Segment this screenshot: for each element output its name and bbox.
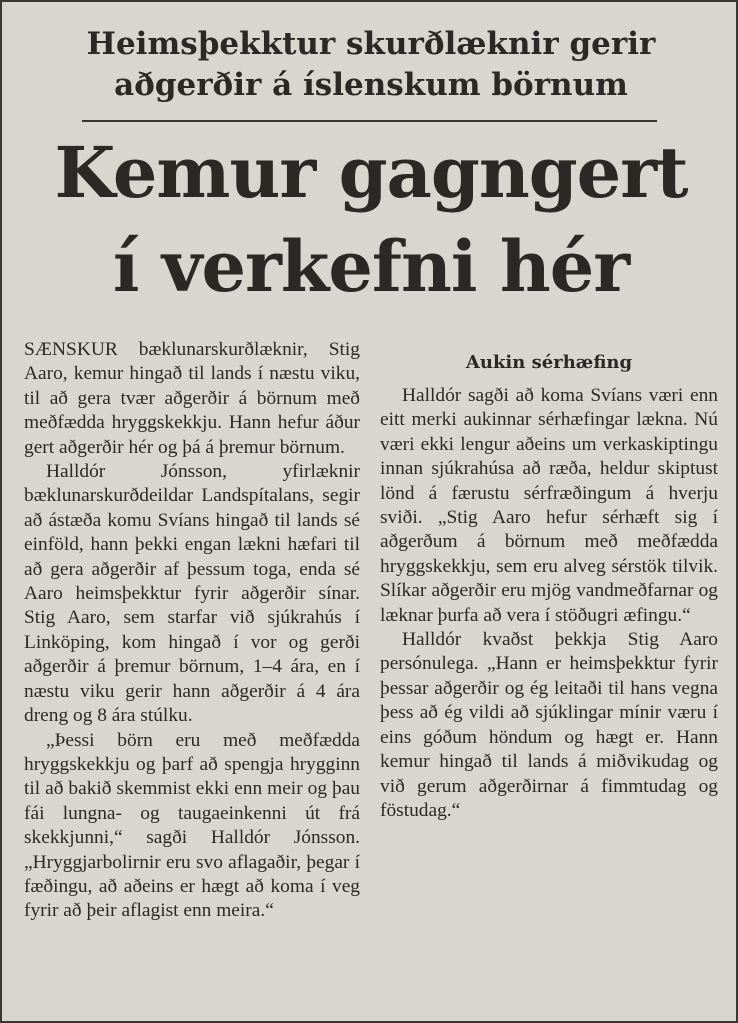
paragraph-5: Halldór kvaðst þekkja Stig Aaro persónulega. „Hann er heimsþekktur fyrir þessar aðgerðir og ég leitaði til hans vegna þess að ég vildi að sjúklingar mínir væru í eins góðum höndum og hægt er. Hann kemur hingað til lands á miðvikudag og við gerum aðgerðirnar á fimmtudag og föstudag.“: [380, 629, 718, 821]
headline-line-2: í verkefni hér: [112, 225, 630, 308]
paragraph-1: SÆNSKUR bæklunarskurðlæknir, Stig Aaro, kemur hingað til lands í næstu viku, til að gera tvær aðgerðir á börnum með meðfædda hryggskekkju. Hann hefur áður gert aðgerðir hér og þá á þremur börnum.: [24, 339, 360, 458]
kicker-headline: [38, 24, 704, 106]
main-headline: [8, 126, 734, 314]
article-column-right: [380, 338, 718, 823]
kicker-line-1: Heimsþekktur skurðlæknir gerir: [86, 26, 656, 62]
article-column-left: [24, 338, 360, 924]
headline-line-1: Kemur gagngert: [54, 131, 688, 214]
kicker-underline: [82, 120, 657, 122]
paragraph-4: Halldór sagði að koma Svíans væri enn eitt merki aukinnar sérhæfingar lækna. Nú væri ekki lengur aðeins um verkaskiptingu innan sjúkrahúsa að ræða, heldur skiptust lönd á færustu sérfræðingum á hverju sviði. „Stig Aaro hefur sérhæft sig í aðgerðum á börnum með meðfædda hryggskekkju, sem eru alveg sérstök tilvik. Slíkar aðgerðir eru mjög vandmeðfarnar og læknar þurfa að vera í stöðugri æfingu.“: [380, 385, 718, 626]
subheading: Aukin sérhæfing: [465, 352, 633, 373]
paragraph-3: „Þessi börn eru með meðfædda hryggskekkju og þarf að spengja hrygginn til að bakið skemmist ekki enn meir og þau fái lungna- og taugaeinkenni út frá skekkjunni,“ sagði Halldór Jónsson. „Hryggjarbolirnir eru svo aflagaðir, þegar í fæðingu, að aðeins er hægt að koma í veg fyrir að þeir aflagist enn meira.“: [24, 729, 360, 922]
kicker-line-2: aðgerðir á íslenskum börnum: [114, 67, 628, 103]
paragraph-2: Halldór Jónsson, yfirlæknir bæklunarskurðdeildar Landspítalans, segir að ástæða komu Svíans hingað til lands sé einföld, hann þekki engan lækni hæfari til að gera aðgerðir af þessum toga, enda sé Aaro heimsþekktur fyrir aðgerðir sínar. Stig Aaro, sem starfar við sjúkrahús í Linköping, kom hingað í vor og gerði aðgerðir á þremur börnum, 1–4 ára, en í næstu viku gerir hann aðgerðir á 4 ára dreng og 8 ára stúlku.: [24, 461, 360, 727]
